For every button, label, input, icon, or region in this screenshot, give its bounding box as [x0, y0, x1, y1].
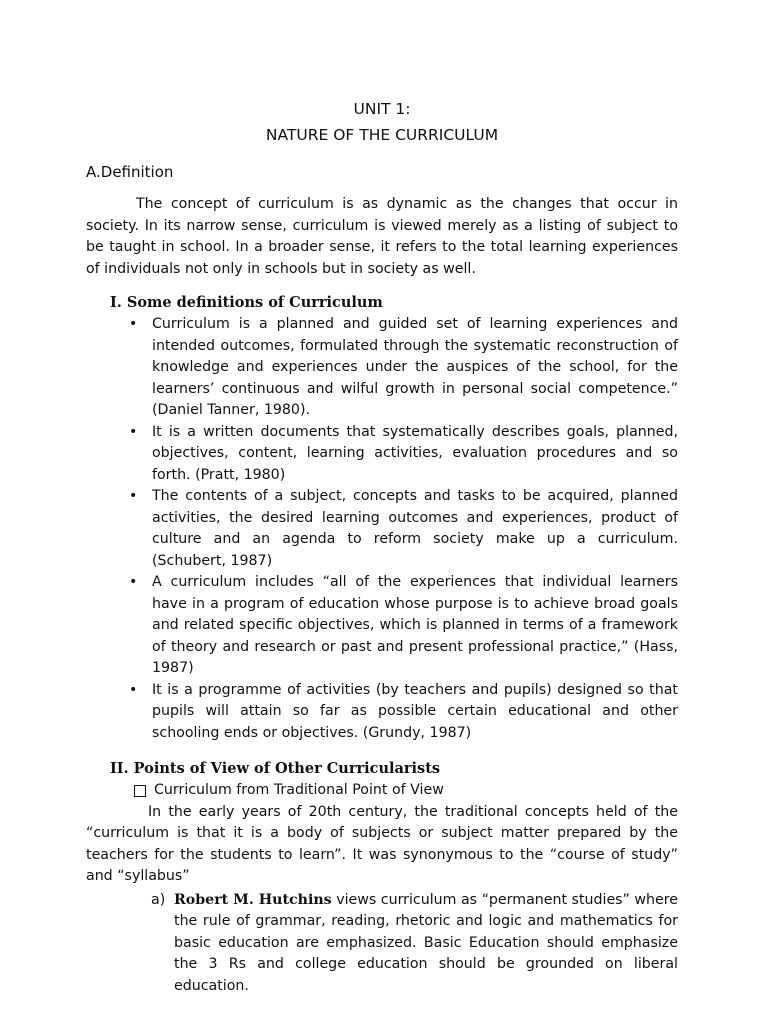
- hutchins-item: [86, 890, 678, 998]
- hutchins-name: Robert M. Hutchins: [174, 891, 332, 908]
- definitions-list: [86, 314, 678, 744]
- unit-number: UNIT 1:: [353, 100, 411, 118]
- list-item: [86, 422, 678, 487]
- list-item: [86, 314, 678, 422]
- traditional-view-subheading: [86, 780, 678, 802]
- bullet-icon: •: [129, 681, 138, 698]
- bullet-icon: •: [129, 423, 138, 440]
- bullet-icon: •: [129, 574, 138, 590]
- item-marker: a): [151, 891, 166, 908]
- hutchins-text: views curriculum as “permanent studies” where the rule of grammar, reading, rhetoric and logic and mathematics for basic education are emphasized. Basic Education should emphasize the 3 Rs and college education should be grounded on liberal education.: [174, 891, 678, 994]
- unit-name: NATURE OF THE CURRICULUM: [265, 126, 499, 144]
- list-item-text: Curriculum is a planned and guided set of learning experiences and intended outcomes, formulated through the systematic reconstruction of knowledge and experiences under the auspices of the school, for the learners’ continuous and wilful growth in personal social competence.” (Daniel Tanner, 1980).: [152, 316, 678, 418]
- section-1-heading: I. Some definitions of Curriculum: [110, 294, 383, 311]
- list-item-text: The contents of a subject, concepts and tasks to be acquired, planned activities, the desired learning outcomes and experiences, product of culture and an agenda to reform society make up a curriculum. (Schubert, 1987): [152, 488, 678, 569]
- list-item-text: It is a written documents that systematically describes goals, planned, objectives, content, learning activities, evaluation procedures and so forth. (Pratt, 1980): [152, 423, 678, 483]
- list-item: [86, 572, 678, 680]
- list-item-text: It is a programme of activities (by teachers and pupils) designed so that pupils will attain so far as possible certain educational and other schooling ends or objectives. (Grundy, 1987): [152, 681, 678, 741]
- intro-paragraph: The concept of curriculum is as dynamic as the changes that occur in society. In its narrow sense, curriculum is viewed merely as a listing of subject to be taught in school. In a broader sense, it refers to the total learning experiences of individuals not only in schools but in society as well.: [86, 196, 678, 277]
- list-item-text: A curriculum includes “all of the experiences that individual learners have in a program of education whose purpose is to achieve broad goals and related specific objectives, which is planned in terms of a framework of theory and research or past and present professional practice,” (Hass, 1987): [152, 574, 678, 676]
- list-item: [86, 680, 678, 745]
- subheading-text: Curriculum from Traditional Point of View: [154, 782, 444, 798]
- bullet-icon: •: [129, 316, 138, 332]
- unit-title: [86, 96, 678, 148]
- section-a-heading: A.Definition: [86, 163, 174, 181]
- checkbox-square-icon: [134, 785, 146, 797]
- bullet-icon: •: [129, 488, 138, 504]
- list-item: [86, 486, 678, 572]
- section-2-heading: II. Points of View of Other Curricularists: [110, 760, 441, 777]
- traditional-view-paragraph: In the early years of 20th century, the traditional concepts held of the “curriculum is that it is a body of subjects or subject matter prepared by the teachers for the students to learn”. It was synonymous to the “course of study” and “syllabus”: [86, 803, 678, 884]
